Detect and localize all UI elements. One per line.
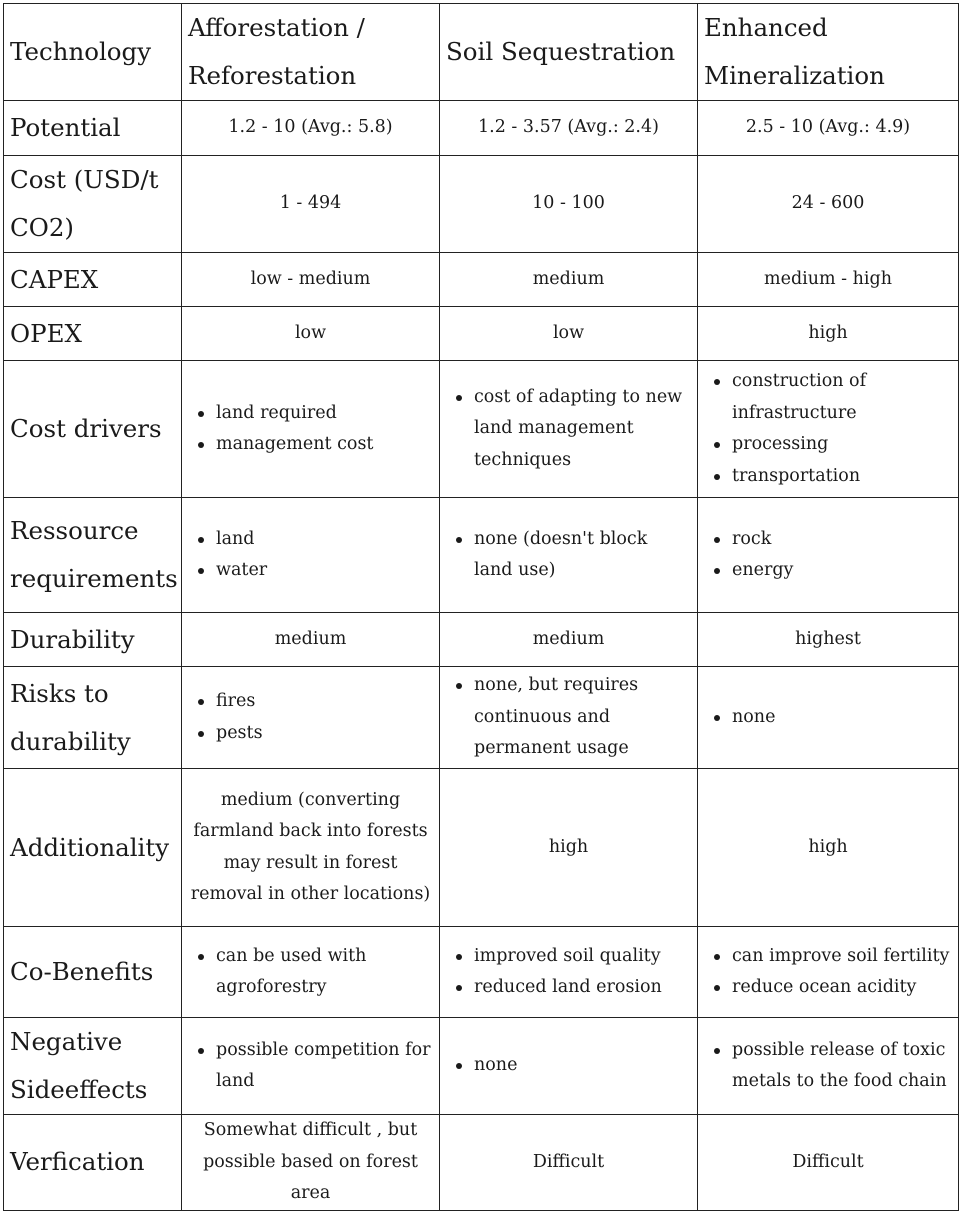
list-item: reduce ocean acidity: [704, 972, 952, 1004]
row-cost-drivers: [4, 361, 959, 498]
row-negative-sideeffects: [4, 1018, 959, 1115]
cell-negative-afforestation: [182, 1018, 440, 1115]
cell-verification-afforestation: Somewhat difficult , but possible based on forest area: [182, 1115, 440, 1211]
row-label-co-benefits: Co-Benefits: [4, 927, 182, 1018]
cell-opex-soil: low: [440, 307, 698, 361]
cell-co-benefits-soil: [440, 927, 698, 1018]
row-resource-requirements: [4, 498, 959, 613]
header-row: [4, 4, 959, 101]
list-item: can improve soil fertility: [704, 941, 952, 973]
bullet-list: [704, 1035, 952, 1098]
cell-risks-soil: [440, 667, 698, 769]
bullet-list: [446, 941, 691, 1004]
row-label-capex: CAPEX: [4, 253, 182, 307]
list-item: none: [446, 1050, 691, 1082]
bullet-list: [188, 941, 433, 1004]
list-item: transportation: [704, 461, 952, 493]
bullet-list: [446, 524, 691, 587]
cell-co-benefits-afforestation: [182, 927, 440, 1018]
list-item: land: [188, 524, 433, 556]
row-risks: [4, 667, 959, 769]
list-item: none (doesn't block land use): [446, 524, 691, 587]
row-label-durability: Durability: [4, 613, 182, 667]
list-item: possible competition for land: [188, 1035, 433, 1098]
row-opex: [4, 307, 959, 361]
list-item: construction of infrastructure: [704, 366, 952, 429]
cell-potential-afforestation: 1.2 - 10 (Avg.: 5.8): [182, 101, 440, 156]
list-item: fires: [188, 686, 433, 718]
cell-potential-soil: 1.2 - 3.57 (Avg.: 2.4): [440, 101, 698, 156]
cell-durability-soil: medium: [440, 613, 698, 667]
row-label-verification: Verfication: [4, 1115, 182, 1211]
cell-negative-soil: [440, 1018, 698, 1115]
bullet-list: [188, 398, 433, 461]
list-item: possible release of toxic metals to the food chain: [704, 1035, 952, 1098]
row-label-opex: OPEX: [4, 307, 182, 361]
cell-cost-drivers-mineralization: [698, 361, 959, 498]
list-item: energy: [704, 555, 952, 587]
list-item: management cost: [188, 429, 433, 461]
row-label-additionality: Additionality: [4, 769, 182, 927]
bullet-list: [188, 686, 433, 749]
cell-resources-soil: [440, 498, 698, 613]
row-label-resource-requirements: Ressource requirements: [4, 498, 182, 613]
row-co-benefits: [4, 927, 959, 1018]
cell-cost-mineralization: 24 - 600: [698, 156, 959, 253]
cell-resources-afforestation: [182, 498, 440, 613]
cell-capex-mineralization: medium - high: [698, 253, 959, 307]
row-label-risks: Risks to durability: [4, 667, 182, 769]
header-afforestation: Afforestation / Reforestation: [182, 4, 440, 101]
list-item: processing: [704, 429, 952, 461]
list-item: none, but requires continuous and permanent usage: [446, 670, 691, 765]
cell-additionality-soil: high: [440, 769, 698, 927]
list-item: can be used with agroforestry: [188, 941, 433, 1004]
bullet-list: [188, 524, 433, 587]
cell-risks-mineralization: [698, 667, 959, 769]
bullet-list: [446, 670, 691, 765]
cell-durability-mineralization: highest: [698, 613, 959, 667]
list-item: pests: [188, 718, 433, 750]
cell-additionality-mineralization: high: [698, 769, 959, 927]
row-verification: [4, 1115, 959, 1211]
cell-capex-afforestation: low - medium: [182, 253, 440, 307]
comparison-table: [3, 3, 959, 1211]
cell-cost-afforestation: 1 - 494: [182, 156, 440, 253]
cell-additionality-afforestation: medium (converting farmland back into forests may result in forest removal in other locations): [182, 769, 440, 927]
bullet-list: [446, 1050, 691, 1082]
header-technology: Technology: [4, 4, 182, 101]
row-label-cost: Cost (USD/t CO2): [4, 156, 182, 253]
header-soil-sequestration: Soil Sequestration: [440, 4, 698, 101]
bullet-list: [704, 366, 952, 492]
list-item: none: [704, 702, 952, 734]
cell-durability-afforestation: medium: [182, 613, 440, 667]
cell-negative-mineralization: [698, 1018, 959, 1115]
bullet-list: [704, 702, 952, 734]
row-capex: [4, 253, 959, 307]
cell-cost-drivers-soil: [440, 361, 698, 498]
bullet-list: [704, 941, 952, 1004]
bullet-list: [704, 524, 952, 587]
cell-opex-mineralization: high: [698, 307, 959, 361]
list-item: land required: [188, 398, 433, 430]
cell-cost-drivers-afforestation: [182, 361, 440, 498]
list-item: rock: [704, 524, 952, 556]
row-label-potential: Potential: [4, 101, 182, 156]
cell-co-benefits-mineralization: [698, 927, 959, 1018]
list-item: reduced land erosion: [446, 972, 691, 1004]
cell-verification-mineralization: Difficult: [698, 1115, 959, 1211]
header-enhanced-mineralization: Enhanced Mineralization: [698, 4, 959, 101]
row-cost: [4, 156, 959, 253]
list-item: water: [188, 555, 433, 587]
row-additionality: [4, 769, 959, 927]
row-potential: [4, 101, 959, 156]
bullet-list: [446, 382, 691, 477]
row-label-cost-drivers: Cost drivers: [4, 361, 182, 498]
list-item: cost of adapting to new land management techniques: [446, 382, 691, 477]
cell-potential-mineralization: 2.5 - 10 (Avg.: 4.9): [698, 101, 959, 156]
list-item: improved soil quality: [446, 941, 691, 973]
cell-capex-soil: medium: [440, 253, 698, 307]
cell-risks-afforestation: [182, 667, 440, 769]
cell-resources-mineralization: [698, 498, 959, 613]
cell-opex-afforestation: low: [182, 307, 440, 361]
row-label-negative-sideeffects: Negative Sideeffects: [4, 1018, 182, 1115]
cell-verification-soil: Difficult: [440, 1115, 698, 1211]
cell-cost-soil: 10 - 100: [440, 156, 698, 253]
row-durability: [4, 613, 959, 667]
bullet-list: [188, 1035, 433, 1098]
